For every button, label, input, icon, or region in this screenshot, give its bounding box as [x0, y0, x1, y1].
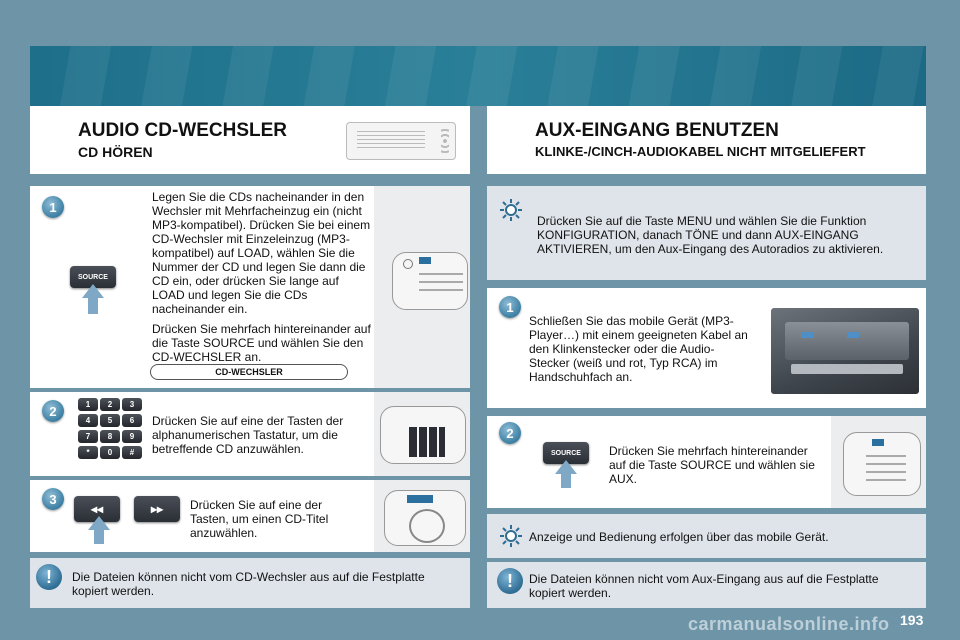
keypad-key[interactable]: 4 [78, 414, 98, 427]
left-title-panel [30, 106, 470, 174]
keypad-key[interactable]: 7 [78, 430, 98, 443]
source-button[interactable]: SOURCE [70, 266, 116, 288]
source-button[interactable]: SOURCE [543, 442, 589, 464]
press-arrow-icon [88, 516, 110, 544]
next-track-button[interactable]: ▸▸ [134, 496, 180, 522]
keypad-key[interactable]: * [78, 446, 98, 459]
right-tip1-panel [487, 186, 926, 280]
right-step1-panel [487, 288, 926, 408]
glovebox-photo [771, 308, 919, 394]
left-warning-text: Die Dateien können nicht vom CD-Wechsler aus auf die Festplatte kopiert werden. [72, 570, 425, 598]
right-warning-text: Die Dateien können nicht vom Aux-Eingang aus auf die Festplatte kopiert werden. [529, 572, 879, 600]
step1-instruction: Legen Sie die CDs nacheinander in den Wechsler mit Mehrfacheinzug ein (nicht MP3-kompatibel). Drücken Sie bei einem CD-Wechsler mit Einzeleinzug (MP3-kompatibel) auf LOAD, wählen Sie die Nummer der CD und legen Sie dann die CD ein, oder drücken Sie lange auf LOAD und legen Sie die CDs nacheinander ein. [152, 190, 371, 316]
press-arrow-icon [82, 284, 104, 314]
display-label: CD-WECHSLER [150, 364, 348, 380]
warning-icon: ! [36, 564, 62, 590]
radio-illustration [374, 186, 470, 388]
header-band [30, 46, 926, 106]
keypad-key[interactable]: 5 [100, 414, 120, 427]
tip-sun-icon [499, 524, 523, 548]
keypad-key[interactable]: # [122, 446, 142, 459]
tip2-text: Anzeige und Bedienung erfolgen über das mobile Gerät. [529, 530, 829, 544]
right-title: AUX-EINGANG BENUTZEN [535, 120, 779, 141]
radio-track-illustration [374, 480, 470, 552]
left-title: AUDIO CD-WECHSLER [78, 120, 287, 141]
tip-sun-icon [499, 198, 523, 222]
step-badge: 2 [42, 400, 64, 422]
left-warning-panel [30, 558, 470, 608]
step-badge: 1 [42, 196, 64, 218]
right-warning-panel [487, 562, 926, 608]
tip1-text: Drücken Sie auf die Taste MENU und wählen Sie die Funktion KONFIGURATION, danach TÖNE und dann AUX-EINGANG AKTIVIEREN, um den Aux-Eingang des Autoradios zu aktivieren. [537, 214, 884, 256]
keypad-key[interactable]: 6 [122, 414, 142, 427]
keypad-key[interactable]: 0 [100, 446, 120, 459]
left-step2-panel [30, 392, 470, 476]
keypad-key[interactable]: 8 [100, 430, 120, 443]
step1-aux-instruction: Schließen Sie das mobile Gerät (MP3-Player…) mit einem geeigneten Kabel an den Klinkenstecker oder die Audio-Stecker (weiß und rot, Typ RCA) im Handschuhfach an. [529, 314, 748, 384]
right-step2-panel [487, 416, 926, 508]
warning-icon: ! [497, 568, 523, 594]
left-subtitle: CD HÖREN [78, 144, 153, 160]
previous-track-button[interactable]: ◂◂ [74, 496, 120, 522]
radio-aux-illustration [831, 416, 926, 508]
right-tip2-panel [487, 514, 926, 558]
alphanumeric-keypad [78, 398, 144, 459]
keypad-key[interactable]: 3 [122, 398, 142, 411]
step1-source-instruction: Drücken Sie mehrfach hintereinander auf die Taste SOURCE und wählen Sie den CD-WECHSLER an. [152, 322, 371, 364]
left-step1-panel [30, 186, 470, 388]
radio-keypad-illustration [374, 392, 470, 476]
press-arrow-icon [555, 460, 577, 488]
page-number: 193 [900, 612, 924, 628]
keypad-key[interactable]: 1 [78, 398, 98, 411]
step3-instruction: Drücken Sie auf eine der Tasten, um einen CD-Titel anzuwählen. [190, 498, 329, 540]
watermark: carmanualsonline.info [688, 614, 890, 634]
cd-changer-illustration [346, 122, 456, 160]
step-badge: 1 [499, 296, 521, 318]
right-subtitle: KLINKE-/CINCH-AUDIOKABEL NICHT MITGELIEFERT [535, 144, 866, 159]
step-badge: 3 [42, 488, 64, 510]
step2-aux-instruction: Drücken Sie mehrfach hintereinander auf die Taste SOURCE und wählen sie AUX. [609, 444, 815, 486]
keypad-key[interactable]: 9 [122, 430, 142, 443]
right-title-panel [487, 106, 926, 174]
step-badge: 2 [499, 422, 521, 444]
left-step3-panel [30, 480, 470, 552]
keypad-key[interactable]: 2 [100, 398, 120, 411]
step2-instruction: Drücken Sie auf eine der Tasten der alphanumerischen Tastatur, um die betreffende CD anzuwählen. [152, 414, 344, 456]
